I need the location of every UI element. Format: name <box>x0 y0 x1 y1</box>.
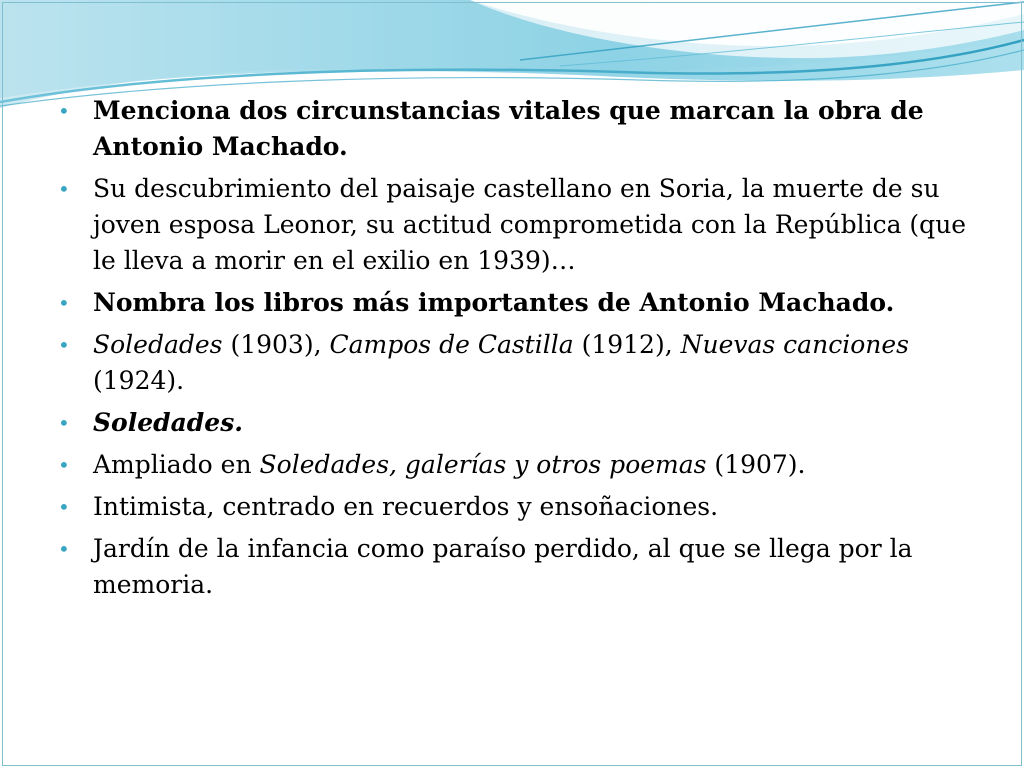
bullet-text-run: Menciona dos circunstancias vitales que marcan la obra de Antonio Machado. <box>93 96 924 161</box>
bullet-text-run: Su descubrimiento del paisaje castellano en Soria, la muerte de su joven esposa Leonor, su actitud comprometida con la República (que le lleva a morir en el exilio en 1939)… <box>93 174 967 275</box>
bullet-text-run: (1907). <box>706 450 806 479</box>
bullet-dot-icon: • <box>58 411 70 435</box>
bullet-dot-icon: • <box>58 99 70 123</box>
bullet-item <box>58 405 988 441</box>
bullet-text-run: Intimista, centrado en recuerdos y ensoñaciones. <box>93 492 719 521</box>
bullet-item <box>58 93 988 165</box>
bullet-item <box>58 171 988 279</box>
bullet-dot-icon: • <box>58 537 70 561</box>
bullet-text-run: Nombra los libros más importantes de Antonio Machado. <box>93 288 895 317</box>
bullet-text-run: (1903), <box>222 330 330 359</box>
bullet-item <box>58 531 988 603</box>
bullet-text-run: Soledades. <box>93 408 243 437</box>
bullet-list <box>58 93 988 603</box>
bullet-dot-icon: • <box>58 291 70 315</box>
bullet-text-run: Jardín de la infancia como paraíso perdido, al que se llega por la memoria. <box>93 534 913 599</box>
bullet-text-run: Nuevas canciones <box>680 330 909 359</box>
bullet-item <box>58 447 988 483</box>
slide-content <box>58 93 988 609</box>
bullet-text-run: (1924). <box>93 366 185 395</box>
bullet-dot-icon: • <box>58 177 70 201</box>
bullet-text-run: Soledades, galerías y otros poemas <box>259 450 707 479</box>
bullet-text-run: Soledades <box>93 330 223 359</box>
bullet-item <box>58 285 988 321</box>
bullet-text-run: Campos de Castilla <box>329 330 574 359</box>
bullet-text-run: (1912), <box>573 330 681 359</box>
bullet-text-run: Ampliado en <box>93 450 260 479</box>
bullet-dot-icon: • <box>58 495 70 519</box>
bullet-dot-icon: • <box>58 333 70 357</box>
bullet-item <box>58 489 988 525</box>
bullet-dot-icon: • <box>58 453 70 477</box>
bullet-item <box>58 327 988 399</box>
